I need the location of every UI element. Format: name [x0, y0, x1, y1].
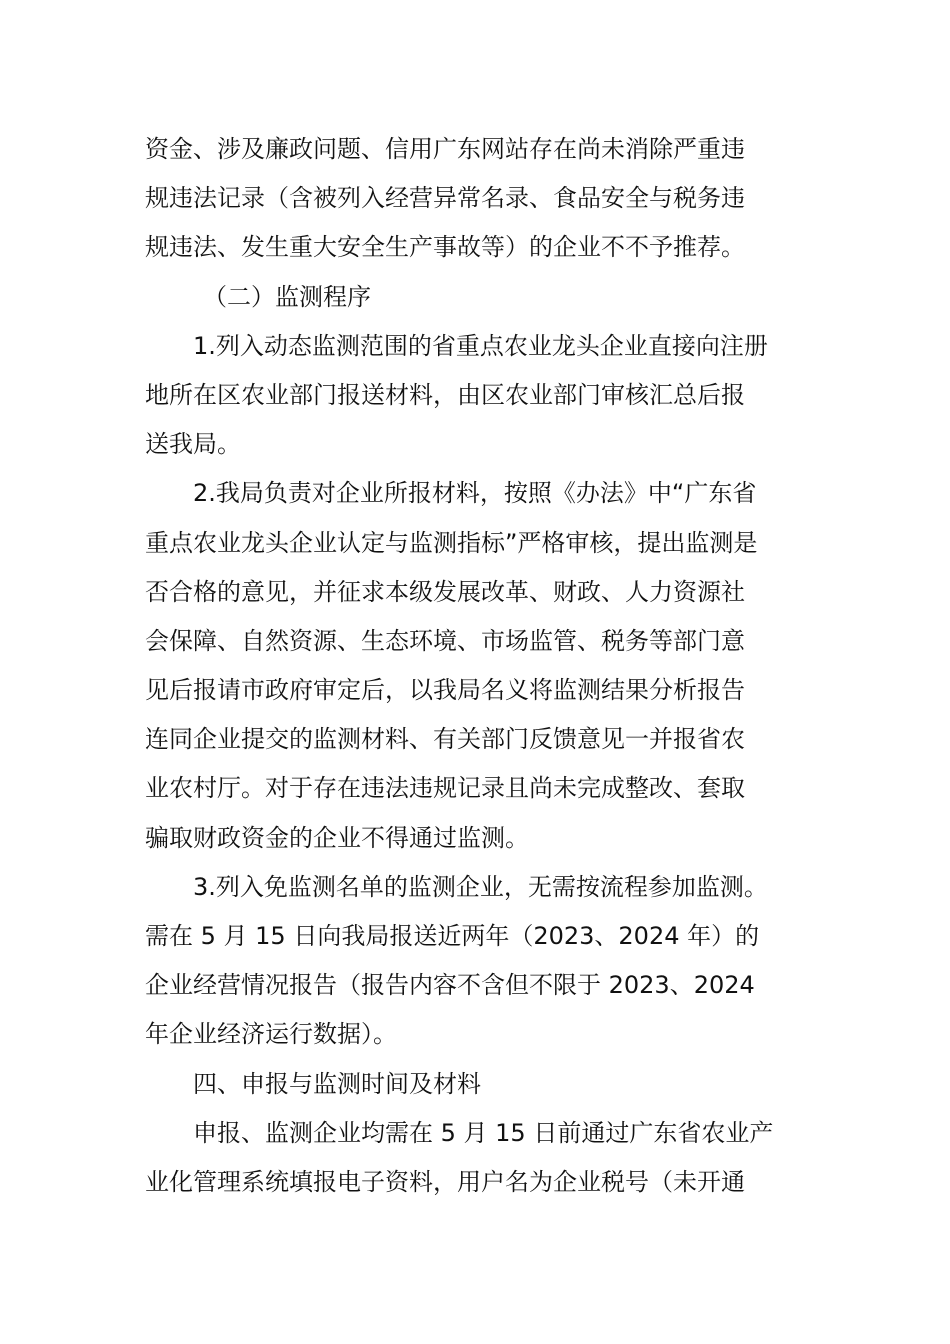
text-line: 年企业经济运行数据）。 — [145, 1020, 397, 1049]
text-line: 规违法、发生重大安全生产事故等）的企业不不予推荐。 — [145, 233, 745, 262]
text-line: 见后报请市政府审定后，以我局名义将监测结果分析报告 — [145, 676, 745, 705]
text-line: 需在 5 月 15 日向我局报送近两年（2023、2024 年）的 — [145, 922, 760, 950]
text-line: 连同企业提交的监测材料、有关部门反馈意见一并报省农 — [145, 725, 745, 754]
document-body — [145, 125, 807, 1207]
text-line: 送我局。 — [145, 430, 241, 459]
text-line: 1.列入动态监测范围的省重点农业龙头企业直接向注册 — [193, 331, 768, 360]
text-line: 企业经营情况报告（报告内容不含但不限于 2023、2024 — [145, 971, 755, 1000]
section-heading: （二）监测程序 — [203, 282, 371, 311]
text-line: 重点农业龙头企业认定与监测指标”严格审核，提出监测是 — [145, 528, 758, 557]
text-line: 申报、监测企业均需在 5 月 15 日前通过广东省农业产 — [193, 1118, 774, 1147]
text-line: 业化管理系统填报电子资料，用户名为企业税号（未开通 — [145, 1167, 745, 1196]
text-line: 否合格的意见，并征求本级发展改革、财政、人力资源社 — [145, 577, 745, 606]
text-line: 2.我局负责对企业所报材料，按照《办法》中“广东省 — [193, 479, 757, 508]
text-line: 会保障、自然资源、生态环境、市场监管、税务等部门意 — [145, 626, 745, 655]
text-line: 资金、涉及廉政问题、信用广东网站存在尚未消除严重违 — [145, 135, 745, 163]
text-line: 业农村厅。对于存在违法违规记录且尚未完成整改、套取 — [145, 774, 745, 803]
text-line: 规违法记录（含被列入经营异常名录、食品安全与税务违 — [145, 184, 745, 213]
text-line: 骗取财政资金的企业不得通过监测。 — [145, 823, 529, 852]
text-line: 地所在区农业部门报送材料，由区农业部门审核汇总后报 — [145, 380, 745, 409]
section-heading: 四、申报与监测时间及材料 — [193, 1069, 481, 1098]
text-line: 3.列入免监测名单的监测企业，无需按流程参加监测。 — [193, 872, 768, 901]
